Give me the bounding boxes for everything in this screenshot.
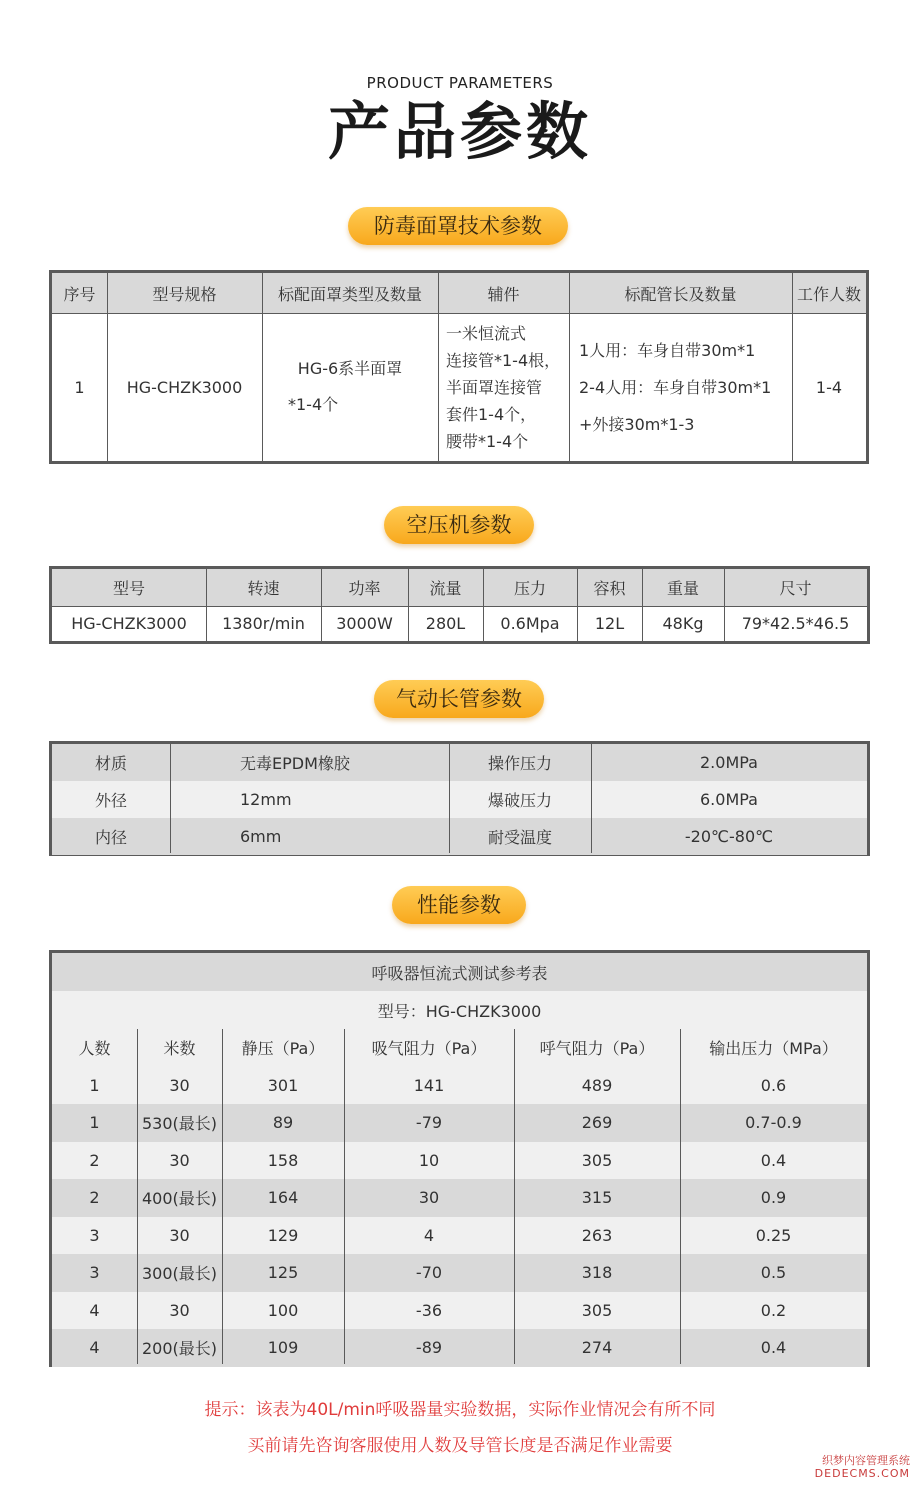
table-cell: 4 [423,1225,435,1245]
table-cell: 6.0MPa [700,790,758,809]
table-cell: 爆破压力 [487,791,552,810]
section-title-hose: 气动长管参数 [374,680,544,718]
table-cell: 6mm [240,827,282,846]
model-line: 型号：HG-CHZK3000 [52,991,867,1029]
value-cell: 280L [425,614,466,633]
header-cell: 型号规格 [152,284,217,304]
table-cell: 30 [169,1300,190,1320]
hose-cell: 1人用：车身自带30m*1 2-4人用：车身自带30m*1 +外接30m*1-3 [579,340,772,434]
header-cell: 工作人数 [796,284,861,304]
hose-table [49,741,870,856]
table-cell: 301 [267,1075,299,1095]
section-title-performance: 性能参数 [392,886,526,924]
table-cell: 材质 [94,754,127,773]
table-cell: 0.6 [760,1075,787,1095]
table-cell: 315 [581,1188,613,1208]
section-title-mask-params: 防毒面罩技术参数 [348,207,568,245]
table-cell: 4 [89,1300,100,1320]
mask-type-cell: HG-6系半面罩 *1-4个 [288,359,403,414]
table-cell: 109 [267,1338,299,1358]
table-cell: 30 [169,1225,190,1245]
value-cell: HG-CHZK3000 [71,614,187,633]
table-cell: 2 [89,1150,100,1170]
header-cell: 米数 [163,1039,196,1059]
row-number: 1 [74,377,85,397]
table-cell: 400(最长) [141,1189,218,1209]
table-cell: 1 [89,1075,100,1095]
table-cell: 30 [169,1075,190,1095]
table-cell: 164 [267,1188,299,1208]
note-line-2: 买前请先咨询客服使用人数及导管长度是否满足作业需要 [247,1436,673,1456]
section-title-compressor: 空压机参数 [384,506,534,544]
table-cell: 318 [581,1263,613,1283]
header-cell: 序号 [63,284,96,304]
table-cell: 30 [418,1188,440,1208]
table-cell: 1 [89,1113,100,1133]
header-cell: 容积 [593,579,626,598]
table-cell: 300(最长) [141,1264,218,1284]
header-cell: 辅件 [487,284,520,304]
value-cell: 79*42.5*46.5 [741,614,850,633]
value-cell: 48Kg [662,614,704,633]
table-cell: 12mm [240,790,292,809]
header-cell: 压力 [513,579,546,598]
header-cell: 标配管长及数量 [624,284,737,304]
header-cell: 人数 [78,1039,111,1059]
accessories-cell: 一米恒流式 连接管*1-4根， 半面罩连接管 套件1-4个， 腰带*1-4个 [446,323,561,451]
table-cell: 274 [581,1338,613,1358]
table-cell: -70 [415,1263,443,1283]
header-cell: 转速 [247,579,280,598]
value-cell: 3000W [336,614,393,633]
table-cell: 89 [272,1113,294,1133]
table-cell: 4 [89,1338,100,1358]
table-cell: 操作压力 [487,754,552,773]
table-cell: 263 [581,1225,613,1245]
compressor-table [49,566,870,644]
table-cell: 305 [581,1300,613,1320]
table-cell: 耐受温度 [487,828,552,847]
table-cell: 内径 [94,828,127,847]
header-cell: 静压（Pa） [241,1039,325,1059]
table-cell: 141 [413,1075,445,1095]
value-cell: 12L [594,614,625,633]
table-cell: 200(最长) [141,1339,218,1359]
table-cell: 530(最长) [141,1114,218,1134]
table-cell: 0.2 [760,1300,787,1320]
table-cell: 0.25 [755,1225,792,1245]
table-cell: 0.7-0.9 [745,1113,802,1133]
header-cell: 流量 [429,579,462,598]
table-cell: 305 [581,1150,613,1170]
model-cell: HG-CHZK3000 [126,377,243,397]
table-cell: 125 [267,1263,299,1283]
header-cell: 尺寸 [779,579,812,598]
page-title: 产品参数 [327,95,592,168]
value-cell: 1380r/min [222,614,305,633]
table-cell: 无毒EPDM橡胶 [240,754,350,773]
workers-cell: 1-4 [815,377,843,397]
performance-table [49,950,870,1367]
header-cell: 呼气阻力（Pa） [539,1039,655,1059]
watermark: 织梦内容管理系统 DEDECMS.COM [814,1454,910,1480]
table-cell: 0.9 [760,1188,787,1208]
table-cell: 2.0MPa [700,753,758,772]
table-cell: 外径 [94,791,127,810]
table-cell: 2 [89,1188,100,1208]
table-cell: -79 [415,1113,443,1133]
header-cell: 标配面罩类型及数量 [277,284,422,304]
table-cell: 158 [267,1150,299,1170]
table-cell: 30 [169,1150,190,1170]
table-cell: 269 [581,1113,613,1133]
subtitle-english: PRODUCT PARAMETERS [366,74,554,92]
table-caption: 呼吸器恒流式测试参考表 [52,953,867,991]
value-cell: 0.6Mpa [500,614,560,633]
header-cell: 型号 [112,579,145,598]
table-cell: 3 [89,1263,100,1283]
table-cell: 10 [418,1150,440,1170]
header-cell: 重量 [666,579,699,598]
header-cell: 吸气阻力（Pa） [371,1039,487,1059]
mask-params-table [49,270,869,464]
table-cell: 0.4 [760,1338,787,1358]
header-cell: 输出压力（MPa） [709,1039,838,1059]
table-cell: -36 [415,1300,443,1320]
table-cell: 100 [267,1300,299,1320]
table-cell: 3 [89,1225,100,1245]
table-cell: 0.5 [760,1263,787,1283]
table-cell: 129 [267,1225,299,1245]
note-line-1: 提示：该表为40L/min呼吸器量实验数据，实际作业情况会有所不同 [204,1400,716,1420]
table-cell: 0.4 [760,1150,787,1170]
header-cell: 功率 [348,579,381,598]
table-cell: -89 [415,1338,443,1358]
table-cell: 489 [581,1075,613,1095]
table-cell: -20℃-80℃ [684,827,774,846]
